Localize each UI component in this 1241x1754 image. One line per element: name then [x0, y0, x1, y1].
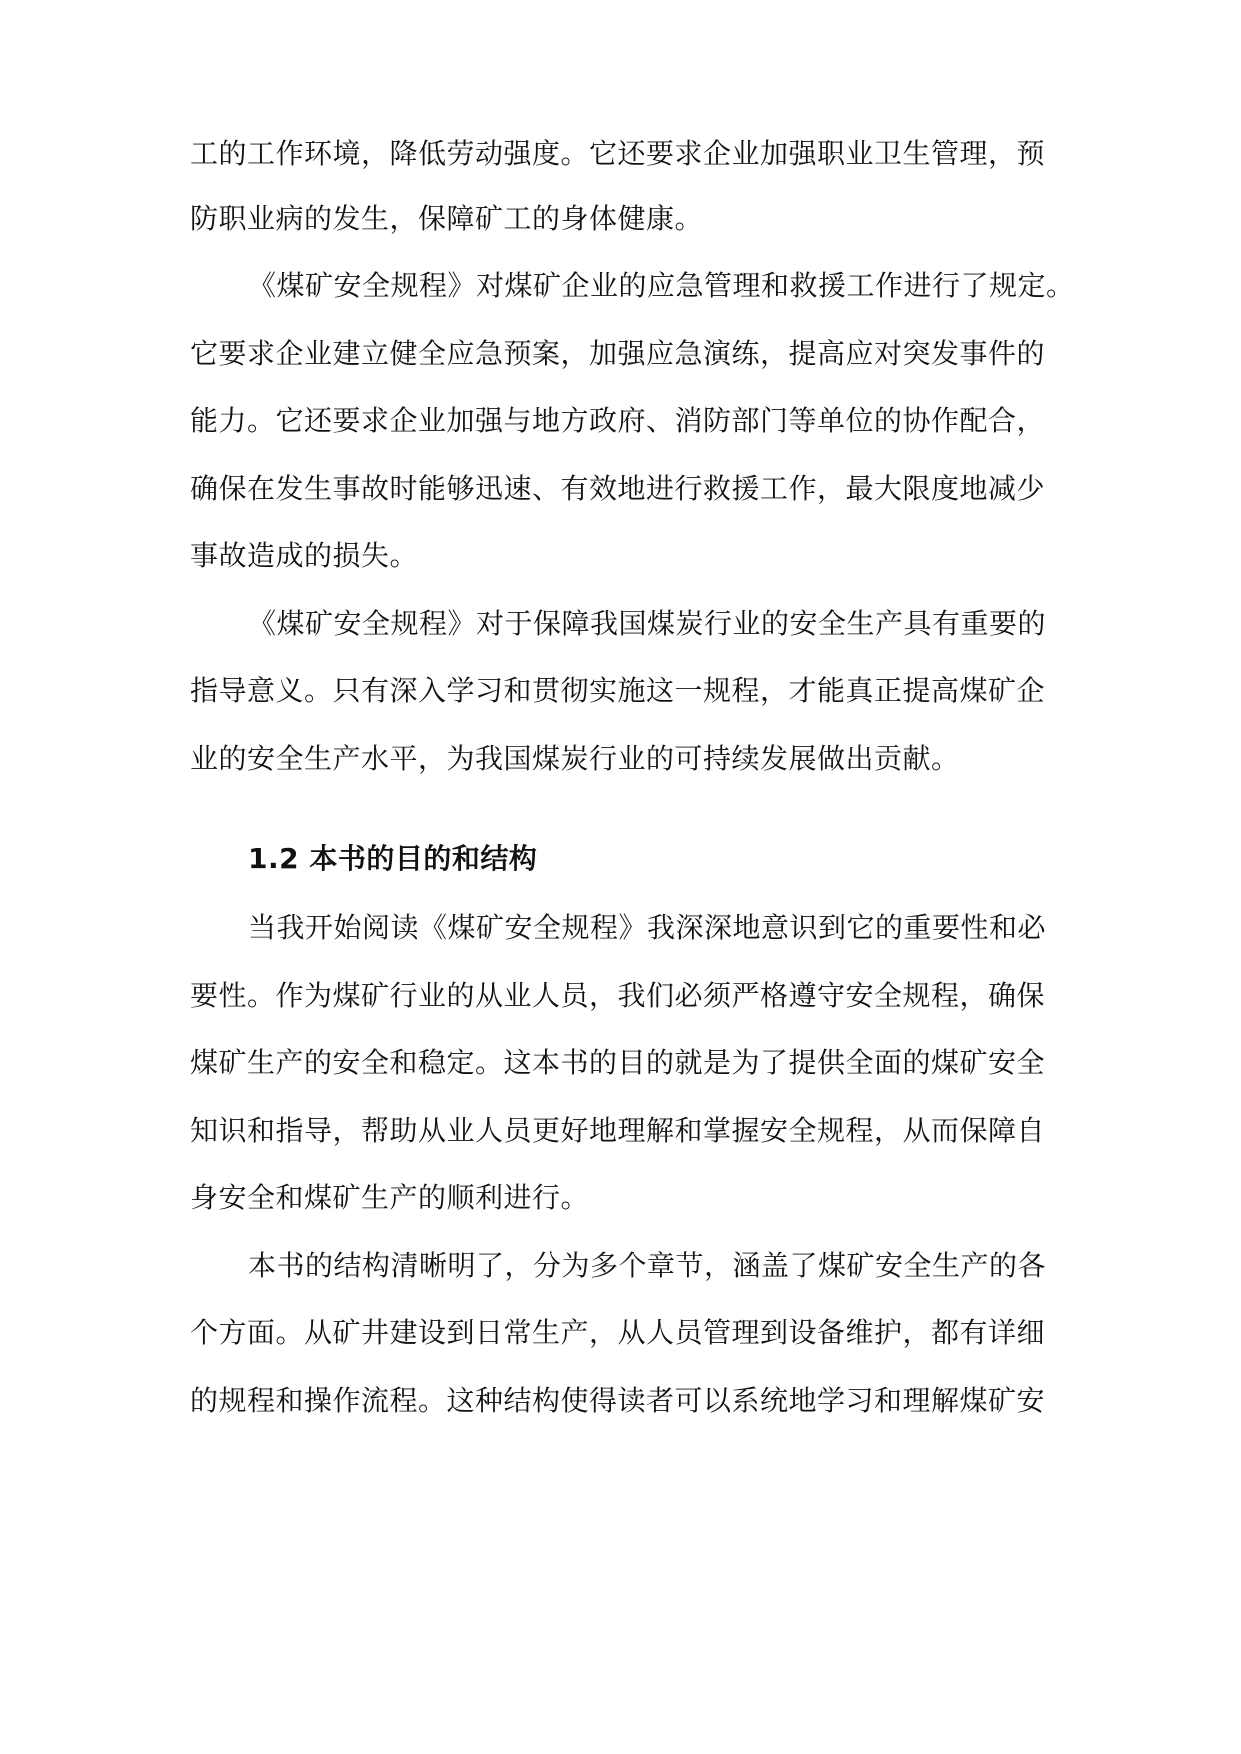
paragraph-line: 当我开始阅读《煤矿安全规程》我深深地意识到它的重要性和必	[248, 911, 1047, 944]
paragraph-line: 知识和指导，帮助从业人员更好地理解和掌握安全规程，从而保障自	[190, 1114, 1046, 1147]
paragraph-line: 防职业病的发生，保障矿工的身体健康。	[190, 202, 704, 235]
paragraph-line: 确保在发生事故时能够迅速、有效地进行救援工作，最大限度地减少	[190, 472, 1046, 505]
paragraph-line: 的规程和操作流程。这种结构使得读者可以系统地学习和理解煤矿安	[190, 1384, 1046, 1417]
paragraph-line: 工的工作环境，降低劳动强度。它还要求企业加强职业卫生管理，预	[190, 137, 1046, 170]
paragraph-line: 煤矿生产的安全和稳定。这本书的目的就是为了提供全面的煤矿安全	[190, 1046, 1046, 1079]
paragraph-line: 个方面。从矿井建设到日常生产，从人员管理到设备维护，都有详细	[190, 1316, 1046, 1349]
paragraph-line: 它要求企业建立健全应急预案，加强应急演练，提高应对突发事件的	[190, 337, 1046, 370]
section-heading: 1.2 本书的目的和结构	[248, 842, 538, 875]
paragraph-line: 能力。它还要求企业加强与地方政府、消防部门等单位的协作配合，	[190, 404, 1046, 437]
paragraph-line: 本书的结构清晰明了，分为多个章节，涵盖了煤矿安全生产的各	[248, 1249, 1047, 1282]
paragraph-line: 业的安全生产水平，为我国煤炭行业的可持续发展做出贡献。	[190, 742, 960, 775]
paragraph-line: 《煤矿安全规程》对煤矿企业的应急管理和救援工作进行了规定。	[248, 269, 1075, 302]
paragraph-line: 身安全和煤矿生产的顺利进行。	[190, 1181, 590, 1214]
paragraph-line: 要性。作为煤矿行业的从业人员，我们必须严格遵守安全规程，确保	[190, 979, 1046, 1012]
paragraph-line: 《煤矿安全规程》对于保障我国煤炭行业的安全生产具有重要的	[248, 607, 1047, 640]
paragraph-line: 事故造成的损失。	[190, 539, 419, 572]
paragraph-line: 指导意义。只有深入学习和贯彻实施这一规程，才能真正提高煤矿企	[190, 674, 1046, 707]
